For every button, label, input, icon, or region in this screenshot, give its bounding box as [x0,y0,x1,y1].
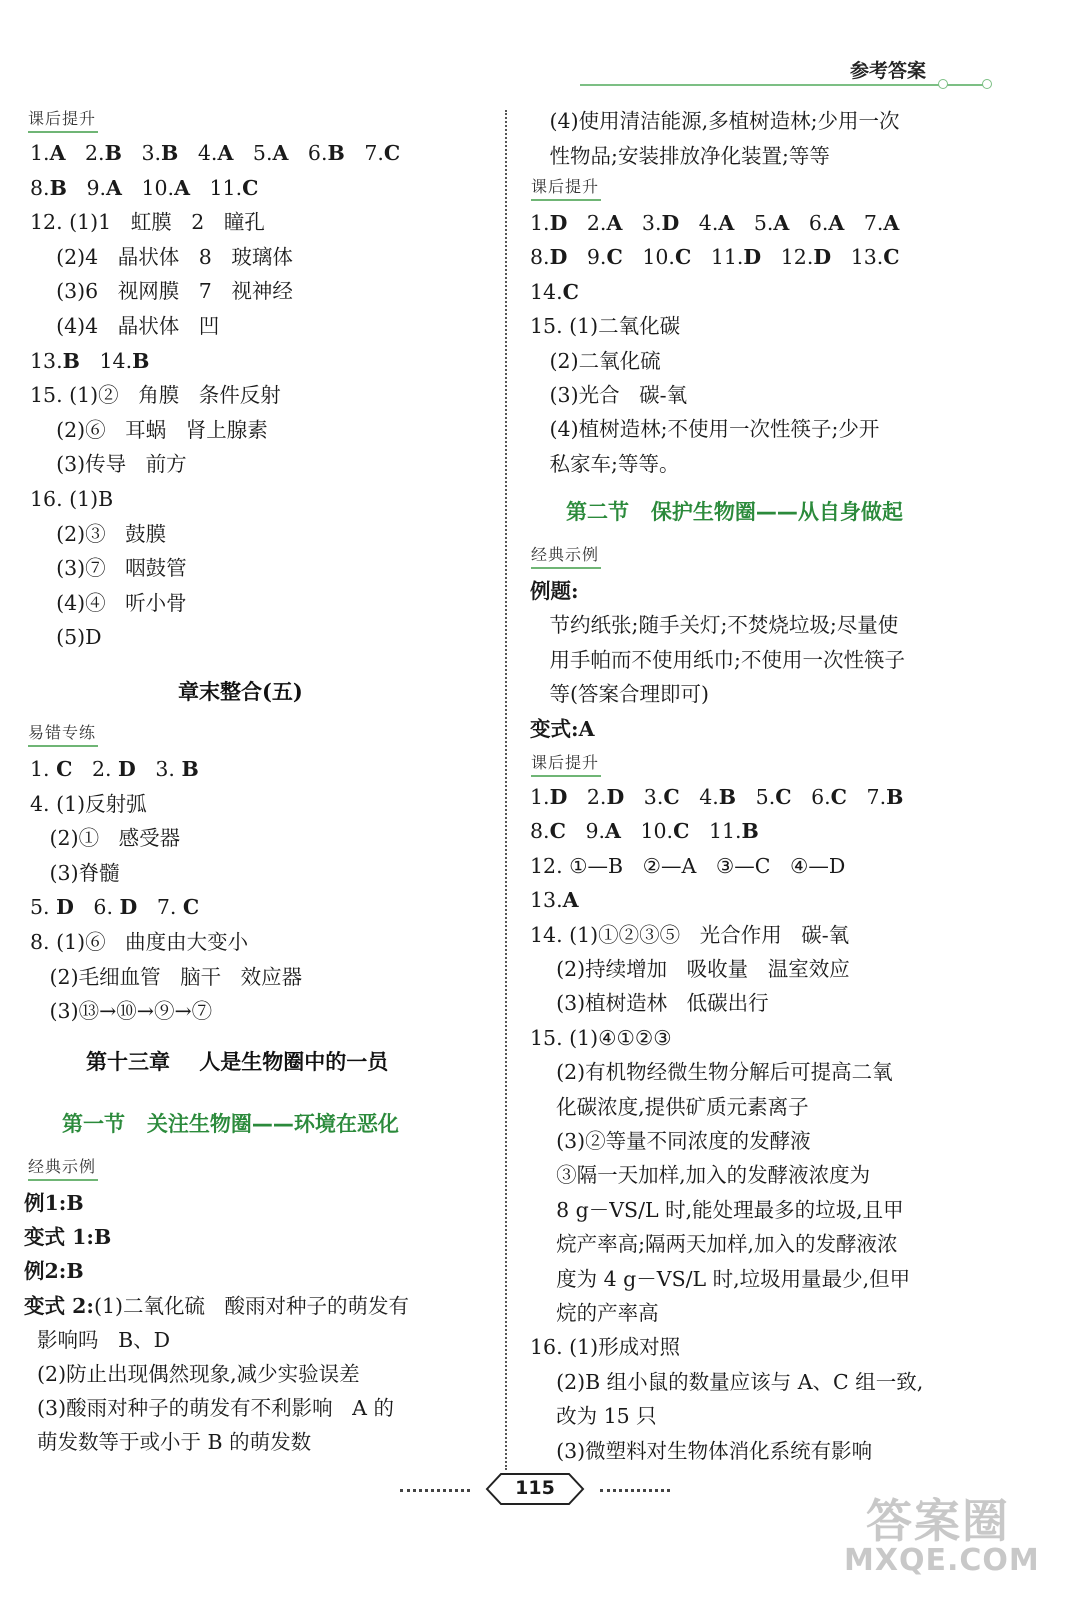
tag-yicuo-zhuanlian: 易错专练 [28,722,98,747]
answer-line: (2)有机物经微生物分解后可提高二氧 [530,1060,893,1085]
answer-line: (3)酸雨对种子的萌发有不利影响 A 的 [24,1396,394,1421]
answer-line: (2)持续增加 吸收量 温室效应 [530,957,850,981]
tag-kehou-tisheng: 课后提升 [28,108,98,133]
answer-line: (3)⑦ 咽鼓管 [30,556,187,581]
watermark-site: MXQE.COM [844,1543,1040,1578]
section-1-title: 第一节 关注生物圈——环境在恶化 [62,1112,399,1136]
answer-line: 14. (1)①②③⑤ 光合作用 碳-氧 [530,922,850,947]
answer-line: (2)防止出现偶然现象,减少实验误差 [24,1362,360,1386]
answer-line: 12. ①—B ②—A ③—C ④—D [530,853,846,878]
answer-line: 变式:A [530,716,595,741]
answer-line: (2)4 晶状体 8 玻璃体 [30,244,293,269]
chapter-13-title: 第十三章 人是生物圈中的一员 [86,1049,389,1074]
column-divider [505,110,507,1470]
header-rule-dot [982,79,992,89]
watermark-logo [844,1485,1044,1580]
answer-line: (4)4 晶状体 凹 [30,314,220,338]
tag-jingdian-shili: 经典示例 [531,544,601,569]
answer-line: 8.C 9.A 10.C 11.B [530,819,759,844]
answer-line: 16. (1)形成对照 [530,1335,681,1360]
section-2-title: 第二节 保护生物圈——从自身做起 [566,500,903,524]
answer-line: 例题: [530,579,579,603]
answer-line: 8.D 9.C 10.C 11.D 12.D 13.C [530,245,900,270]
answer-line: 15. (1)二氧化碳 [530,314,681,339]
answer-line: 15. (1)② 角膜 条件反射 [30,383,281,408]
answer-line: 变式 2:(1)二氧化硫 酸雨对种子的萌发有 [24,1293,410,1318]
answer-line: 改为 15 只 [530,1404,657,1429]
answer-line: 15. (1)④①②③ [530,1025,672,1050]
answer-line: 14.C [530,279,579,304]
answer-line: 烷的产率高 [530,1301,659,1325]
page-number: 115 [515,1477,555,1499]
answer-line: 性物品;安装排放净化装置;等等 [530,143,830,168]
answer-line: (2)毛细血管 脑干 效应器 [30,964,303,989]
answer-line: 例2:B [24,1259,84,1284]
answer-line: (3)⑬→⑩→⑨→⑦ [30,999,213,1024]
answer-line: ③隔一天加样,加入的发酵液浓度为 [530,1163,871,1188]
answer-line: (3)光合 碳-氧 [530,383,688,407]
header-title: 参考答案 [849,60,926,82]
answer-line: 节约纸张;随手关灯;不焚烧垃圾;尽量使 [530,613,899,638]
answer-line: (3)植树造林 低碳出行 [530,991,769,1016]
answer-line: 化碳浓度,提供矿质元素离子 [530,1094,809,1119]
answer-line: 萌发数等于或小于 B 的萌发数 [24,1430,312,1455]
tag-kehou-tisheng: 课后提升 [531,176,601,201]
answer-line: 1.D 2.A 3.D 4.A 5.A 6.A 7.A [530,211,900,235]
answer-line: (5)D [30,625,102,650]
answer-line: (2)B 组小鼠的数量应该与 A、C 组一致, [530,1369,924,1394]
answer-line: (4)使用清洁能源,多植树造林;少用一次 [530,109,900,133]
answer-line: 12. (1)1 虹膜 2 瞳孔 [30,210,265,235]
chapter-review-title: 章末整合(五) [178,679,303,704]
answer-line: (4)④ 听小骨 [30,590,187,615]
answer-line: 例1:B [24,1191,84,1215]
answer-line: 影响吗 B、D [24,1327,171,1352]
answer-line: 私家车;等等。 [530,451,680,476]
answer-line: (2)① 感受器 [30,826,181,851]
answer-line: (3)②等量不同浓度的发酵液 [530,1129,811,1153]
answer-line: 等(答案合理即可) [530,682,710,707]
tag-jingdian-shili: 经典示例 [28,1156,98,1181]
answer-line: (2)二氧化硫 [530,348,661,373]
answer-line: 烷产率高;隔两天加样,加入的发酵液浓 [530,1232,898,1257]
answer-line: 1. C 2. D 3. B [30,757,199,781]
answer-line: 5. D 6. D 7. C [30,895,200,920]
answer-line: 用手帕而不使用纸巾;不使用一次性筷子 [530,647,905,672]
header-rule-dot [938,79,948,89]
watermark-text: 答案圈 [866,1494,1010,1548]
page-number-badge [485,1472,585,1506]
footer-dots [600,1489,670,1492]
answer-line: 4. (1)反射弧 [30,791,147,816]
answer-line: 16. (1)B [30,487,114,511]
answer-line: (4)植树造林;不使用一次性筷子;少开 [530,417,880,442]
answer-line: 1.D 2.D 3.C 4.B 5.C 6.C 7.B [530,785,904,809]
answer-line: 13.A [530,888,579,913]
answer-line: 8. (1)⑥ 曲度由大变小 [30,930,249,954]
footer-dots [400,1489,470,1492]
answer-line: (3)6 视网膜 7 视神经 [30,279,293,304]
tag-kehou-tisheng: 课后提升 [531,752,601,777]
answer-line: 度为 4 g－VS/L 时,垃圾用量最少,但甲 [530,1266,911,1291]
answer-line: (3)微塑料对生物体消化系统有影响 [530,1438,873,1463]
answer-line: (3)脊髓 [30,860,120,885]
answer-line: 8.B 9.A 10.A 11.C [30,175,259,200]
answer-line: 1.A 2.B 3.B 4.A 5.A 6.B 7.C [30,141,401,165]
page-footer [400,1472,670,1508]
answer-line: (3)传导 前方 [30,452,187,477]
answer-line: (2)③ 鼓膜 [30,521,167,546]
answer-line: (2)⑥ 耳蜗 肾上腺素 [30,417,268,442]
header-rule [580,84,990,86]
answer-line: 13.B 14.B [30,348,150,373]
answer-line: 8 g－VS/L 时,能处理最多的垃圾,且甲 [530,1197,904,1222]
answer-line: 变式 1:B [24,1225,112,1250]
